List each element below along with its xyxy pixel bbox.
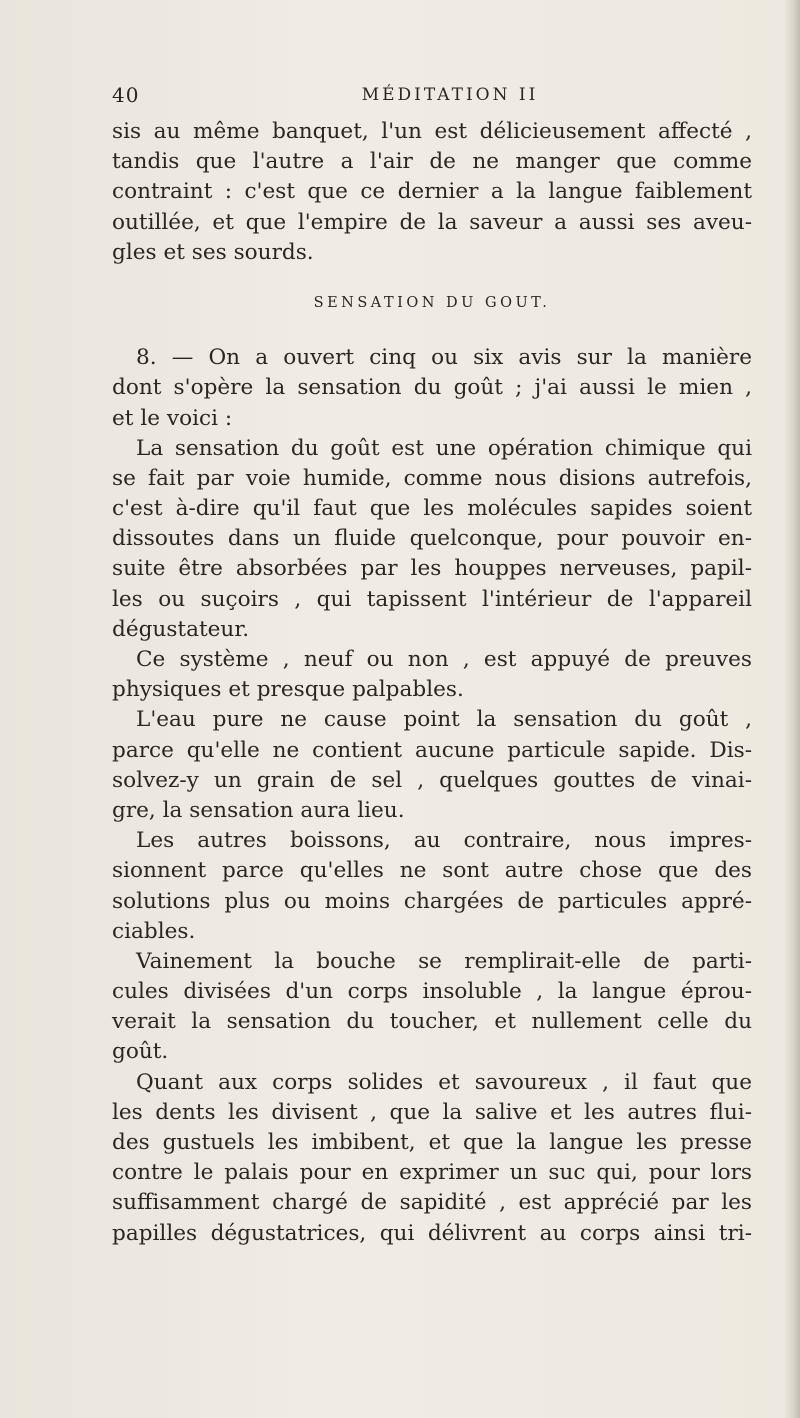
text-line: gre, la sensation aura lieu. [112, 797, 405, 823]
page-edge-shadow [784, 0, 800, 1418]
text-line: sis au même banquet, l'un est délicieusement affecté , [112, 119, 752, 144]
text-line: physiques et presque palpables. [112, 677, 464, 703]
text-line: des gustuels les imbibent, et que la langue les presse [112, 1130, 752, 1155]
text-line: outillée, et que l'empire de la saveur a aussi ses aveu- [112, 209, 752, 235]
page-text [112, 117, 752, 1249]
text-line: suite être absorbées par les houppes nerveuses, papil- [112, 556, 752, 582]
text-line: suffisamment chargé de sapidité , est apprécié par les [112, 1190, 752, 1216]
text-line: Quant aux corps solides et savoureux , il faut que [136, 1069, 752, 1095]
text-line: Vainement la bouche se remplirait-elle de parti- [136, 948, 752, 974]
section-title: SENSATION DU GOUT. [313, 294, 551, 311]
running-head: MÉDITATION II [361, 85, 539, 105]
text-line: dont s'opère la sensation du goût ; j'ai aussi le mien , [112, 375, 752, 401]
text-line: parce qu'elle ne contient aucune particule sapide. Dis- [112, 737, 752, 763]
text-line: contre le palais pour en exprimer un suc qui, pour lors [112, 1160, 752, 1186]
text-line: contraint : c'est que ce dernier a la langue faiblement [112, 179, 752, 205]
text-line: solvez-y un grain de sel , quelques gouttes de vinai- [112, 767, 752, 793]
text-line: Les autres boissons, au contraire, nous impres- [136, 828, 752, 854]
text-line: dégustateur. [112, 616, 250, 642]
text-line: solutions plus ou moins chargées de particules appré- [112, 888, 752, 914]
page-number: 40 [112, 83, 140, 107]
text-line: verait la sensation du toucher, et nullement celle du [112, 1009, 752, 1035]
text-line: gles et ses sourds. [112, 239, 314, 265]
page-header [112, 83, 748, 115]
text-line: Ce système , neuf ou non , est appuyé de preuves [136, 647, 752, 672]
text-line: se fait par voie humide, comme nous disions autrefois, [112, 465, 752, 491]
text-line: les dents les divisent , que la salive et les autres flui- [112, 1099, 752, 1125]
text-line: les ou suçoirs , qui tapissent l'intérieur de l'appareil [112, 586, 752, 612]
text-line: et le voici : [112, 405, 233, 431]
text-line: ciables. [112, 918, 196, 944]
text-line: La sensation du goût est une opération chimique qui [136, 435, 752, 461]
text-line: L'eau pure ne cause point la sensation du goût , [136, 707, 752, 733]
text-line: goût. [112, 1039, 169, 1065]
text-line: cules divisées d'un corps insoluble , la langue éprou- [112, 979, 752, 1005]
text-line: c'est à-dire qu'il faut que les molécules sapides soient [112, 496, 752, 522]
text-line: dissoutes dans un fluide quelconque, pour pouvoir en- [112, 526, 752, 552]
text-line: tandis que l'autre a l'air de ne manger que comme [112, 149, 752, 175]
text-line: 8. — On a ouvert cinq ou six avis sur la manière [136, 345, 752, 371]
text-line: sionnent parce qu'elles ne sont autre chose que des [112, 858, 752, 884]
text-line: papilles dégustatrices, qui délivrent au corps ainsi tri- [112, 1220, 752, 1246]
